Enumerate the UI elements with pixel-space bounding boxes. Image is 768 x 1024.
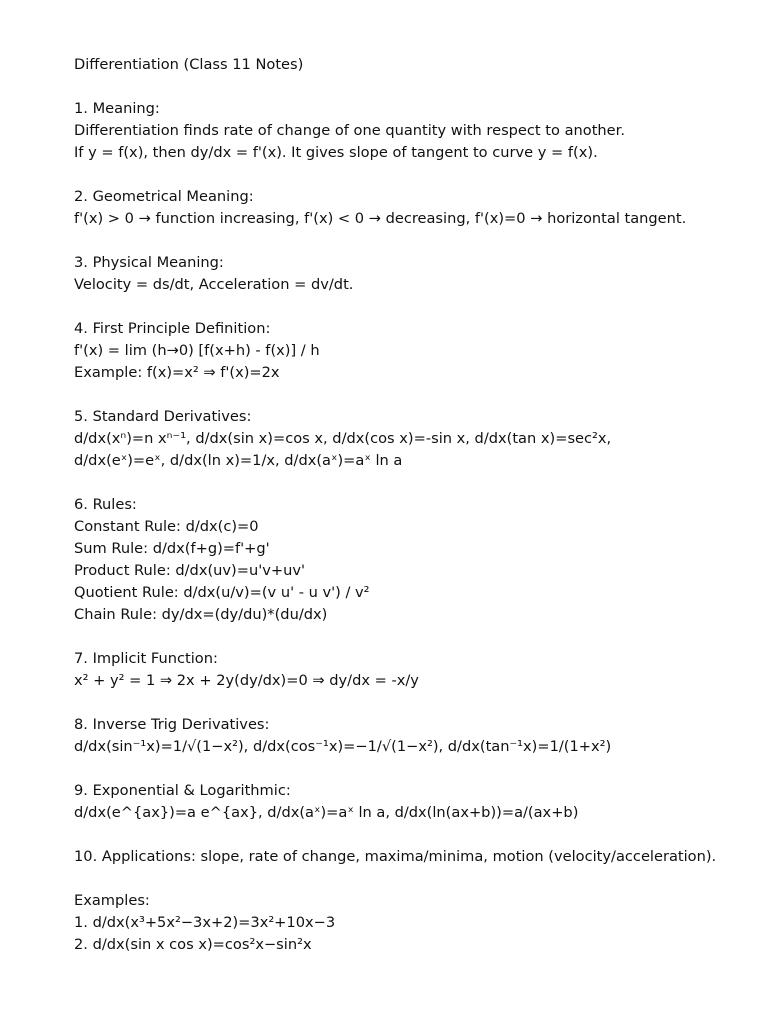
document-page [74,54,764,956]
section-heading-meaning: 1. Meaning: [74,100,160,117]
section-heading-geometrical-meaning: 2. Geometrical Meaning: [74,188,254,205]
spacer [74,868,764,890]
section-heading-physical-meaning: 3. Physical Meaning: [74,254,224,271]
section-heading-examples: Examples: [74,892,150,909]
spacer [74,824,764,846]
section-line: Differentiation finds rate of change of one quantity with respect to another. [74,122,625,139]
section-line: Quotient Rule: d/dx(u/v)=(v u' - u v') / v² [74,584,370,601]
spacer [74,76,764,98]
section-heading-applications: 10. Applications: slope, rate of change, maxima/minima, motion (velocity/acceleration). [74,848,717,865]
section-line: d/dx(e^{ax})=a e^{ax}, d/dx(aˣ)=aˣ ln a, d/dx(ln(ax+b))=a/(ax+b) [74,804,579,821]
spacer [74,230,764,252]
section-line: Product Rule: d/dx(uv)=u'v+uv' [74,562,305,579]
example-line: 2. d/dx(sin x cos x)=cos²x−sin²x [74,936,312,953]
section-line: Constant Rule: d/dx(c)=0 [74,518,259,535]
section-line: f'(x) > 0 → function increasing, f'(x) < 0 → decreasing, f'(x)=0 → horizontal tangent. [74,210,687,227]
example-line: 1. d/dx(x³+5x²−3x+2)=3x²+10x−3 [74,914,336,931]
spacer [74,472,764,494]
section-line: If y = f(x), then dy/dx = f'(x). It gives slope of tangent to curve y = f(x). [74,144,598,161]
spacer [74,164,764,186]
section-line: d/dx(eˣ)=eˣ, d/dx(ln x)=1/x, d/dx(aˣ)=aˣ ln a [74,452,403,469]
section-heading-inverse-trig: 8. Inverse Trig Derivatives: [74,716,270,733]
spacer [74,384,764,406]
section-heading-rules: 6. Rules: [74,496,137,513]
section-heading-exponential-logarithmic: 9. Exponential & Logarithmic: [74,782,291,799]
section-line: Example: f(x)=x² ⇒ f'(x)=2x [74,364,280,381]
spacer [74,296,764,318]
section-line: f'(x) = lim (h→0) [f(x+h) - f(x)] / h [74,342,320,359]
spacer [74,758,764,780]
section-heading-standard-derivatives: 5. Standard Derivatives: [74,408,252,425]
document-title: Differentiation (Class 11 Notes) [74,56,304,73]
spacer [74,692,764,714]
section-line: Velocity = ds/dt, Acceleration = dv/dt. [74,276,354,293]
section-heading-first-principle: 4. First Principle Definition: [74,320,271,337]
section-line: x² + y² = 1 ⇒ 2x + 2y(dy/dx)=0 ⇒ dy/dx = -x/y [74,672,419,689]
spacer [74,626,764,648]
section-line: d/dx(sin⁻¹x)=1/√(1−x²), d/dx(cos⁻¹x)=−1/√(1−x²), d/dx(tan⁻¹x)=1/(1+x²) [74,738,612,755]
section-line: Chain Rule: dy/dx=(dy/du)*(du/dx) [74,606,328,623]
section-heading-implicit-function: 7. Implicit Function: [74,650,218,667]
section-line: Sum Rule: d/dx(f+g)=f'+g' [74,540,270,557]
section-line: d/dx(xⁿ)=n xⁿ⁻¹, d/dx(sin x)=cos x, d/dx(cos x)=-sin x, d/dx(tan x)=sec²x, [74,430,612,447]
